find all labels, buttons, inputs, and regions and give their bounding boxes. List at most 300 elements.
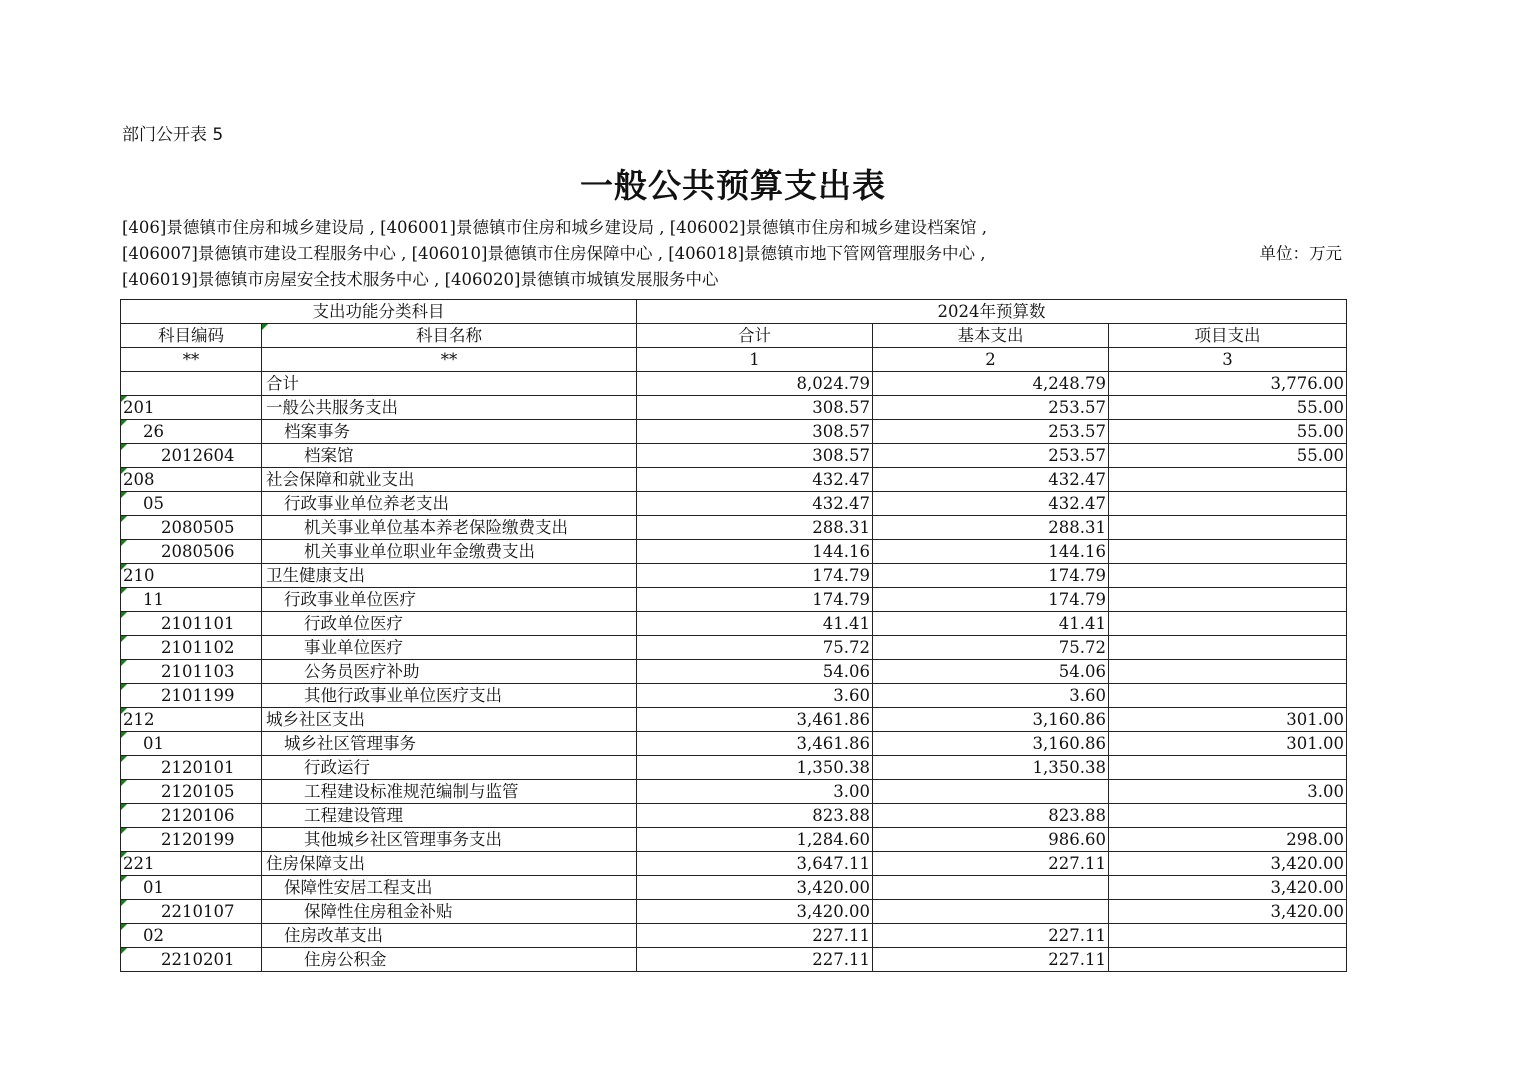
cell-total — [637, 492, 873, 516]
cell-name-text: 合计 — [266, 373, 299, 393]
cell-code — [121, 756, 262, 780]
table-row — [121, 444, 1347, 468]
cell-project-text: 55.00 — [1296, 421, 1345, 441]
cell-name — [262, 660, 637, 684]
cell-code-text: 26 — [143, 421, 164, 441]
cell-total-text: 3.60 — [833, 685, 870, 705]
cell-name — [262, 444, 637, 468]
index-code: ** — [121, 348, 262, 372]
cell-basic — [873, 660, 1109, 684]
cell-name-text: 保障性安居工程支出 — [284, 877, 433, 897]
cell-basic-text: 227.11 — [1048, 853, 1106, 873]
cell-basic — [873, 900, 1109, 924]
cell-total — [637, 564, 873, 588]
cell-code — [121, 780, 262, 804]
cell-total — [637, 876, 873, 900]
cell-project — [1109, 756, 1347, 780]
cell-name-text: 其他行政事业单位医疗支出 — [304, 685, 502, 705]
cell-project — [1109, 372, 1347, 396]
cell-basic-text: 54.06 — [1058, 661, 1106, 681]
cell-total — [637, 948, 873, 972]
cell-code — [121, 876, 262, 900]
cell-code-text: 2120106 — [161, 805, 235, 825]
cell-total-text: 823.88 — [812, 805, 870, 825]
cell-project — [1109, 444, 1347, 468]
cell-name-text: 公务员医疗补助 — [304, 661, 420, 681]
cell-basic — [873, 636, 1109, 660]
cell-project — [1109, 660, 1347, 684]
table-row — [121, 612, 1347, 636]
column-header-name: 科目名称 — [262, 324, 637, 348]
table-row — [121, 588, 1347, 612]
cell-name-text: 行政事业单位医疗 — [284, 589, 416, 609]
cell-marker-icon — [121, 636, 127, 642]
cell-marker-icon — [121, 516, 127, 522]
cell-basic — [873, 828, 1109, 852]
table-number-label: 部门公开表 5 — [122, 125, 224, 145]
cell-name-text: 城乡社区管理事务 — [284, 733, 416, 753]
table-row — [121, 516, 1347, 540]
page-title: 一般公共预算支出表 — [580, 166, 886, 205]
cell-code-text: 11 — [143, 589, 164, 609]
cell-total — [637, 804, 873, 828]
cell-basic — [873, 684, 1109, 708]
cell-project-text: 55.00 — [1296, 445, 1345, 465]
cell-basic-text: 432.47 — [1048, 493, 1106, 513]
cell-total-text: 3,420.00 — [796, 877, 870, 897]
cell-name-text: 住房保障支出 — [266, 853, 365, 873]
column-header-basic: 基本支出 — [873, 324, 1109, 348]
cell-name-text: 保障性住房租金补贴 — [304, 901, 453, 921]
cell-total-text: 432.47 — [812, 469, 870, 489]
cell-name — [262, 756, 637, 780]
cell-code-text: 05 — [143, 493, 164, 513]
cell-project — [1109, 564, 1347, 588]
table-body — [121, 372, 1347, 972]
cell-basic-text: 253.57 — [1048, 421, 1106, 441]
cell-code — [121, 516, 262, 540]
cell-basic-text: 227.11 — [1048, 925, 1106, 945]
cell-basic — [873, 588, 1109, 612]
cell-basic-text: 432.47 — [1048, 469, 1106, 489]
cell-project — [1109, 516, 1347, 540]
table-row — [121, 756, 1347, 780]
table-row — [121, 876, 1347, 900]
cell-total — [637, 684, 873, 708]
cell-marker-icon — [121, 588, 127, 594]
cell-code-text: 2080506 — [161, 541, 235, 561]
cell-total-text: 41.41 — [822, 613, 870, 633]
cell-name — [262, 948, 637, 972]
cell-code — [121, 948, 262, 972]
cell-marker-icon — [121, 876, 127, 882]
cell-name-text: 其他城乡社区管理事务支出 — [304, 829, 502, 849]
cell-basic — [873, 372, 1109, 396]
cell-code-text: 01 — [143, 733, 164, 753]
cell-marker-icon — [121, 564, 127, 570]
cell-total-text: 1,350.38 — [796, 757, 870, 777]
cell-project — [1109, 684, 1347, 708]
cell-name-text: 机关事业单位职业年金缴费支出 — [304, 541, 535, 561]
cell-total-text: 174.79 — [812, 565, 870, 585]
unit-list-line-2: [406007]景德镇市建设工程服务中心 , [406010]景德镇市住房保障中心 , [406018]景德镇市地下管网管理服务中心 , — [122, 244, 986, 263]
cell-project — [1109, 468, 1347, 492]
cell-code — [121, 804, 262, 828]
cell-project-text: 301.00 — [1286, 733, 1345, 753]
cell-code — [121, 588, 262, 612]
cell-total-text: 75.72 — [822, 637, 870, 657]
table-row — [121, 396, 1347, 420]
cell-name — [262, 804, 637, 828]
cell-basic — [873, 732, 1109, 756]
cell-project — [1109, 540, 1347, 564]
cell-name — [262, 588, 637, 612]
cell-basic — [873, 420, 1109, 444]
cell-basic-text: 41.41 — [1058, 613, 1106, 633]
table-row — [121, 564, 1347, 588]
cell-project-text: 3,776.00 — [1270, 373, 1345, 393]
cell-basic-text: 3.60 — [1069, 685, 1106, 705]
cell-marker-icon — [121, 900, 127, 906]
cell-code — [121, 564, 262, 588]
cell-total-text: 3,461.86 — [796, 733, 870, 753]
cell-total — [637, 636, 873, 660]
cell-name — [262, 396, 637, 420]
table-group-header-row — [121, 300, 1347, 324]
cell-code — [121, 540, 262, 564]
table-row — [121, 948, 1347, 972]
cell-code-text: 208 — [123, 469, 155, 489]
cell-code — [121, 468, 262, 492]
cell-total-text: 144.16 — [812, 541, 870, 561]
cell-name — [262, 900, 637, 924]
cell-marker-icon — [121, 660, 127, 666]
cell-basic — [873, 876, 1109, 900]
cell-total — [637, 516, 873, 540]
cell-marker-icon — [121, 684, 127, 690]
cell-project — [1109, 420, 1347, 444]
cell-code-text: 2210107 — [161, 901, 235, 921]
cell-project — [1109, 876, 1347, 900]
cell-project — [1109, 612, 1347, 636]
column-header-total: 合计 — [637, 324, 873, 348]
table-column-header-row — [121, 324, 1347, 348]
cell-name-text: 城乡社区支出 — [266, 709, 365, 729]
cell-project — [1109, 780, 1347, 804]
cell-basic-text: 144.16 — [1048, 541, 1106, 561]
cell-total-text: 3,461.86 — [796, 709, 870, 729]
cell-project-text: 298.00 — [1286, 829, 1345, 849]
cell-basic-text: 174.79 — [1048, 589, 1106, 609]
cell-total-text: 227.11 — [812, 949, 870, 969]
cell-total-text: 308.57 — [812, 421, 870, 441]
cell-name — [262, 636, 637, 660]
group-header-function-category: 支出功能分类科目 — [121, 300, 637, 324]
cell-name — [262, 492, 637, 516]
cell-total — [637, 396, 873, 420]
cell-code — [121, 660, 262, 684]
cell-name — [262, 420, 637, 444]
cell-basic — [873, 468, 1109, 492]
table-row — [121, 708, 1347, 732]
index-basic: 2 — [873, 348, 1109, 372]
cell-code-text: 2120199 — [161, 829, 235, 849]
cell-code-text: 2012604 — [161, 445, 235, 465]
cell-total — [637, 468, 873, 492]
cell-basic-text: 174.79 — [1048, 565, 1106, 585]
cell-total-text: 3,420.00 — [796, 901, 870, 921]
column-header-code: 科目编码 — [121, 324, 262, 348]
cell-total-text: 3.00 — [833, 781, 870, 801]
cell-total-text: 174.79 — [812, 589, 870, 609]
cell-name — [262, 540, 637, 564]
table-row — [121, 540, 1347, 564]
cell-code — [121, 444, 262, 468]
cell-marker-icon — [121, 756, 127, 762]
table-row — [121, 924, 1347, 948]
cell-name — [262, 780, 637, 804]
cell-basic — [873, 852, 1109, 876]
cell-total — [637, 756, 873, 780]
cell-basic — [873, 708, 1109, 732]
cell-code-text: 2120101 — [161, 757, 235, 777]
table-row — [121, 828, 1347, 852]
cell-total — [637, 372, 873, 396]
cell-marker-icon — [121, 492, 127, 498]
cell-marker-icon — [121, 420, 127, 426]
cell-basic — [873, 780, 1109, 804]
cell-marker-icon — [121, 732, 127, 738]
cell-name-text: 事业单位医疗 — [304, 637, 403, 657]
cell-code — [121, 636, 262, 660]
table-row — [121, 660, 1347, 684]
cell-basic — [873, 540, 1109, 564]
cell-code — [121, 612, 262, 636]
cell-code-text: 2101103 — [161, 661, 235, 681]
cell-project — [1109, 708, 1347, 732]
cell-code — [121, 828, 262, 852]
cell-code-text: 2080505 — [161, 517, 235, 537]
cell-project — [1109, 924, 1347, 948]
cell-project — [1109, 588, 1347, 612]
cell-basic-text: 288.31 — [1048, 517, 1106, 537]
cell-name — [262, 372, 637, 396]
unit-list-line-1: [406]景德镇市住房和城乡建设局 , [406001]景德镇市住房和城乡建设局 , [406002]景德镇市住房和城乡建设档案馆 , — [122, 218, 988, 237]
cell-basic-text: 253.57 — [1048, 445, 1106, 465]
cell-project-text: 3,420.00 — [1270, 901, 1345, 921]
cell-total — [637, 420, 873, 444]
cell-basic-text: 3,160.86 — [1032, 709, 1106, 729]
cell-basic — [873, 948, 1109, 972]
cell-name-text: 卫生健康支出 — [266, 565, 365, 585]
table-row — [121, 492, 1347, 516]
cell-project — [1109, 804, 1347, 828]
cell-total-text: 288.31 — [812, 517, 870, 537]
cell-marker-icon — [121, 780, 127, 786]
cell-total-text: 308.57 — [812, 445, 870, 465]
cell-name — [262, 876, 637, 900]
cell-project-text: 3.00 — [1307, 781, 1345, 801]
cell-name-text: 工程建设管理 — [304, 805, 403, 825]
cell-basic-text: 823.88 — [1048, 805, 1106, 825]
cell-name — [262, 684, 637, 708]
cell-basic — [873, 396, 1109, 420]
unit-list — [122, 215, 1346, 293]
cell-project — [1109, 948, 1347, 972]
cell-basic-text: 4,248.79 — [1032, 373, 1106, 393]
cell-name — [262, 852, 637, 876]
table-row — [121, 372, 1347, 396]
cell-basic-text: 75.72 — [1058, 637, 1106, 657]
cell-project — [1109, 492, 1347, 516]
cell-code — [121, 492, 262, 516]
cell-code-text: 01 — [143, 877, 164, 897]
cell-basic — [873, 564, 1109, 588]
cell-name-text: 工程建设标准规范编制与监管 — [304, 781, 519, 801]
table-row — [121, 804, 1347, 828]
cell-marker-icon — [121, 924, 127, 930]
cell-name-text: 行政运行 — [304, 757, 370, 777]
cell-project — [1109, 852, 1347, 876]
cell-name-text: 档案馆 — [304, 445, 354, 465]
cell-project — [1109, 900, 1347, 924]
cell-basic — [873, 924, 1109, 948]
table-row — [121, 420, 1347, 444]
cell-total-text: 3,647.11 — [796, 853, 870, 873]
cell-name — [262, 732, 637, 756]
cell-total-text: 432.47 — [812, 493, 870, 513]
cell-total — [637, 924, 873, 948]
cell-code-text: 221 — [123, 853, 155, 873]
cell-basic — [873, 756, 1109, 780]
cell-project — [1109, 396, 1347, 420]
cell-project-text: 301.00 — [1286, 709, 1345, 729]
cell-project-text: 55.00 — [1296, 397, 1345, 417]
cell-total — [637, 660, 873, 684]
table-row — [121, 684, 1347, 708]
currency-unit-label: 单位：万元 — [1259, 244, 1342, 263]
cell-marker-icon — [121, 828, 127, 834]
cell-basic — [873, 516, 1109, 540]
cell-total — [637, 588, 873, 612]
cell-name-text: 住房改革支出 — [284, 925, 383, 945]
cell-marker-icon — [121, 540, 127, 546]
cell-code — [121, 684, 262, 708]
cell-code-text: 2210201 — [161, 949, 235, 969]
cell-code-text: 2120105 — [161, 781, 235, 801]
cell-code-text: 2101101 — [161, 613, 235, 633]
cell-total — [637, 780, 873, 804]
cell-code — [121, 372, 262, 396]
cell-total — [637, 828, 873, 852]
cell-basic-text: 3,160.86 — [1032, 733, 1106, 753]
cell-code — [121, 732, 262, 756]
table-index-row — [121, 348, 1347, 372]
cell-total — [637, 540, 873, 564]
cell-name — [262, 612, 637, 636]
cell-name-text: 住房公积金 — [304, 949, 387, 969]
cell-marker-icon — [121, 852, 127, 858]
cell-marker-icon — [121, 708, 127, 714]
budget-expenditure-table — [120, 299, 1347, 972]
cell-code-text: 212 — [123, 709, 155, 729]
cell-basic-text: 1,350.38 — [1032, 757, 1106, 777]
cell-total-text: 1,284.60 — [796, 829, 870, 849]
cell-name — [262, 564, 637, 588]
table-row — [121, 780, 1347, 804]
cell-total — [637, 444, 873, 468]
table-row — [121, 852, 1347, 876]
cell-total — [637, 900, 873, 924]
cell-marker-icon — [121, 804, 127, 810]
cell-project — [1109, 732, 1347, 756]
cell-code-text: 2101102 — [161, 637, 235, 657]
table-row — [121, 468, 1347, 492]
cell-name-text: 行政单位医疗 — [304, 613, 403, 633]
cell-code — [121, 852, 262, 876]
cell-code — [121, 924, 262, 948]
unit-list-line-3: [406019]景德镇市房屋安全技术服务中心 , [406020]景德镇市城镇发展服务中心 — [122, 270, 719, 289]
cell-basic — [873, 492, 1109, 516]
cell-code-text: 2101199 — [161, 685, 235, 705]
cell-code — [121, 396, 262, 420]
cell-total-text: 8,024.79 — [796, 373, 870, 393]
cell-marker-icon — [262, 324, 268, 330]
cell-basic-text: 986.60 — [1048, 829, 1106, 849]
cell-code — [121, 420, 262, 444]
cell-name-text: 行政事业单位养老支出 — [284, 493, 449, 513]
cell-project — [1109, 636, 1347, 660]
cell-total — [637, 612, 873, 636]
cell-basic — [873, 444, 1109, 468]
column-header-project: 项目支出 — [1109, 324, 1347, 348]
cell-basic-text: 253.57 — [1048, 397, 1106, 417]
cell-total-text: 227.11 — [812, 925, 870, 945]
cell-basic — [873, 804, 1109, 828]
cell-code-text: 201 — [123, 397, 155, 417]
index-total: 1 — [637, 348, 873, 372]
cell-project-text: 3,420.00 — [1270, 853, 1345, 873]
cell-total — [637, 708, 873, 732]
cell-name-text: 一般公共服务支出 — [266, 397, 398, 417]
cell-name-text: 机关事业单位基本养老保险缴费支出 — [304, 517, 568, 537]
cell-name — [262, 708, 637, 732]
cell-code — [121, 900, 262, 924]
cell-marker-icon — [121, 948, 127, 954]
cell-marker-icon — [121, 396, 127, 402]
cell-project — [1109, 828, 1347, 852]
cell-name-text: 档案事务 — [284, 421, 350, 441]
cell-code-text: 02 — [143, 925, 164, 945]
cell-name — [262, 468, 637, 492]
table-row — [121, 732, 1347, 756]
cell-total — [637, 732, 873, 756]
index-name: ** — [262, 348, 637, 372]
cell-code — [121, 708, 262, 732]
cell-project-text: 3,420.00 — [1270, 877, 1345, 897]
cell-total — [637, 852, 873, 876]
cell-basic — [873, 612, 1109, 636]
cell-total-text: 308.57 — [812, 397, 870, 417]
index-project: 3 — [1109, 348, 1347, 372]
cell-name-text: 社会保障和就业支出 — [266, 469, 415, 489]
table-row — [121, 900, 1347, 924]
cell-name — [262, 828, 637, 852]
cell-total-text: 54.06 — [822, 661, 870, 681]
cell-marker-icon — [121, 468, 127, 474]
group-header-budget-year: 2024年预算数 — [637, 300, 1347, 324]
table-row — [121, 636, 1347, 660]
